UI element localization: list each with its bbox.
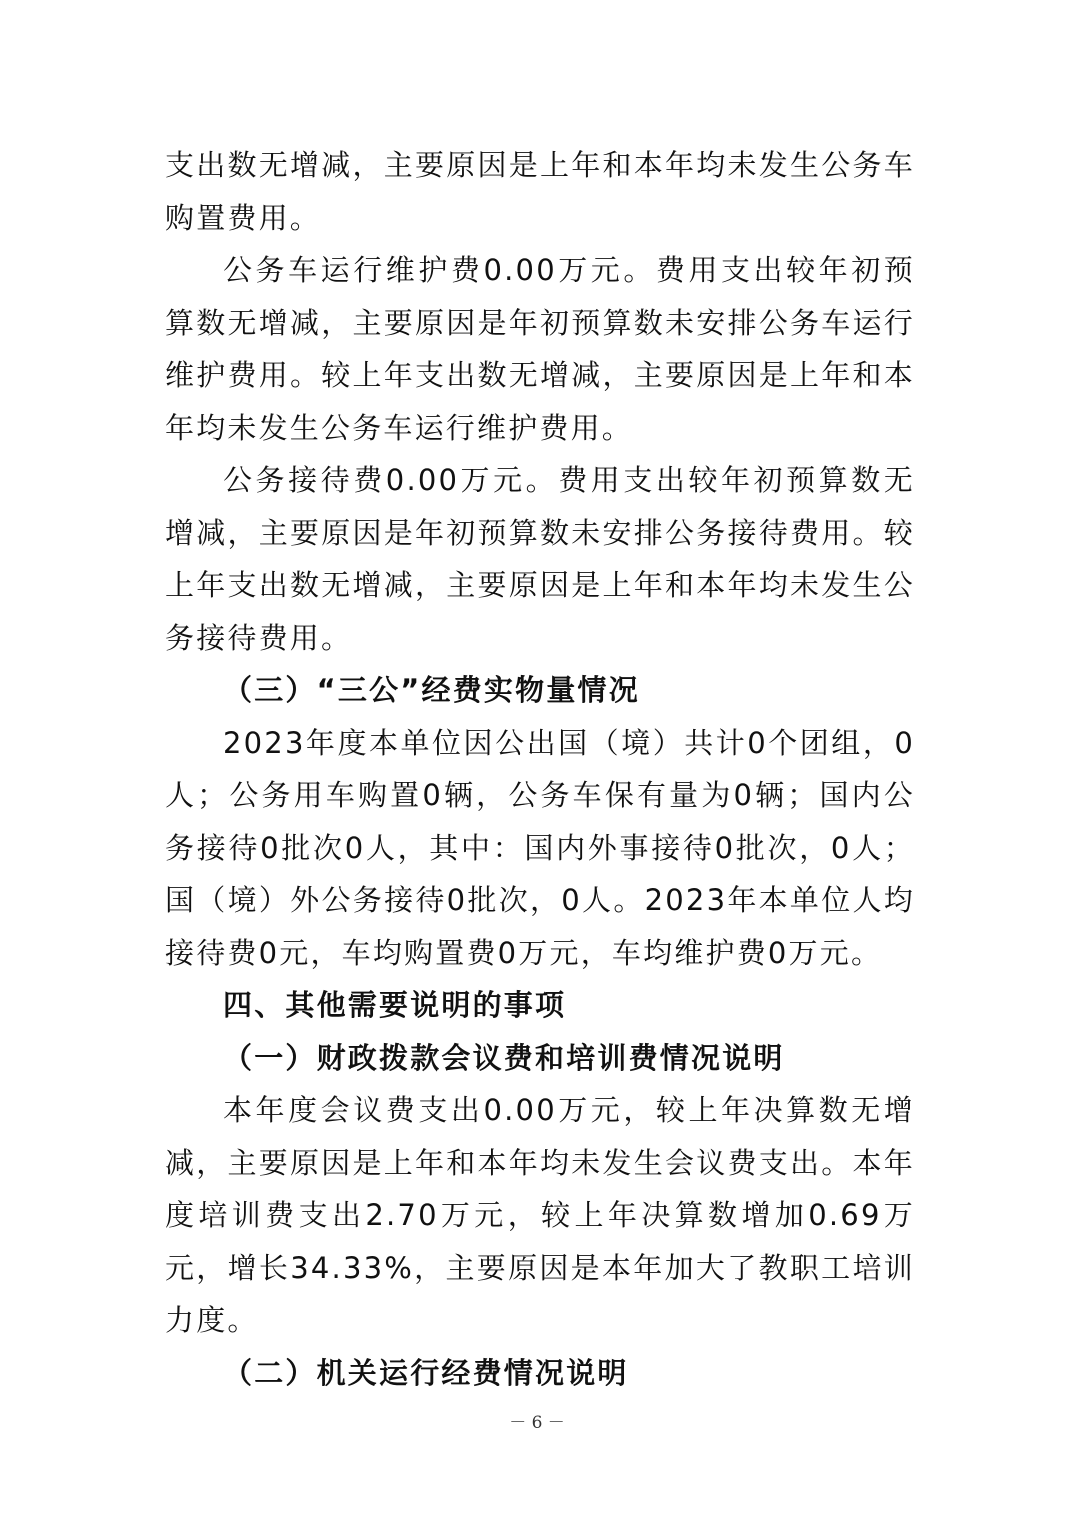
page-number: － 6 － xyxy=(509,1413,565,1433)
paragraph-reception: 公务接待费0.00万元。费用支出较年初预算数无增减，主要原因是年初预算数未安排公务接待费用。较上年支出数无增减，主要原因是上年和本年均未发生公务接待费用。 xyxy=(165,463,915,655)
heading-operation-funds: （二）机关运行经费情况说明 xyxy=(223,1355,629,1390)
paragraph-car-maintenance: 公务车运行维护费0.00万元。费用支出较年初预算数无增减，主要原因是年初预算数未安排公务车运行维护费用。较上年支出数无增减，主要原因是上年和本年均未发生公务车运行维护费用。 xyxy=(165,253,915,445)
paragraph-physical-quantity: 2023年度本单位因公出国（境）共计0个团组，0人；公务用车购置0辆，公务车保有量为0辆；国内公务接待0批次0人，其中：国内外事接待0批次，0人；国（境）外公务接待0批次，0人。2023年本单位人均接待费0元，车均购置费0万元，车均维护费0万元。 xyxy=(165,725,915,970)
heading-meeting-training: （一）财政拨款会议费和培训费情况说明 xyxy=(223,1040,785,1075)
heading-section-four: 四、其他需要说明的事项 xyxy=(223,988,567,1022)
document-body xyxy=(165,139,915,1399)
heading-three-public-physical: （三）“三公”经费实物量情况 xyxy=(223,673,640,707)
paragraph-meeting-training: 本年度会议费支出0.00万元，较上年决算数无增减，主要原因是上年和本年均未发生会议费支出。本年度培训费支出2.70万元，较上年决算数增加0.69万元，增长34.33%，主要原因是本年加大了教职工培训力度。 xyxy=(165,1093,915,1337)
paragraph-car-purchase-cont: 支出数无增减，主要原因是上年和本年均未发生公务车购置费用。 xyxy=(165,148,915,235)
